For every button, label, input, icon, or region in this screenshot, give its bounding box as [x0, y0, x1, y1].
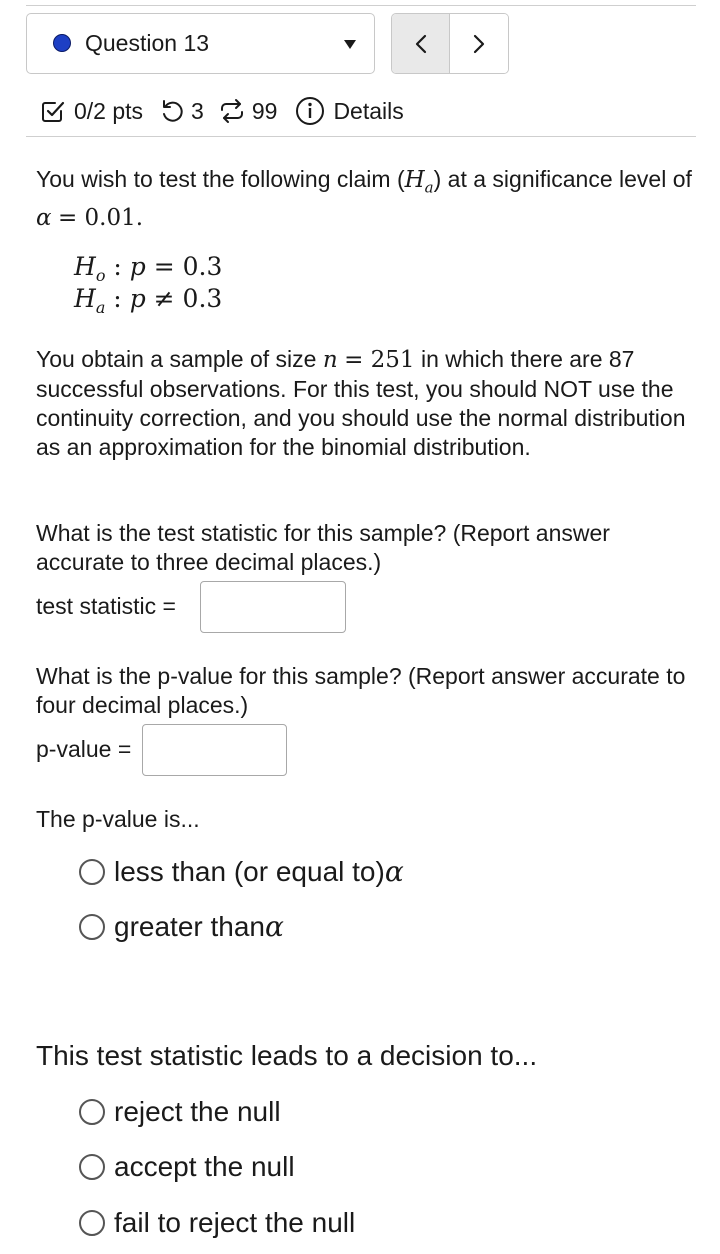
question-nav: [391, 13, 509, 74]
null-hypothesis: $H_o$ : p = 0.3: [74, 252, 223, 285]
chevron-left-icon: [414, 34, 428, 54]
test-statistic-question: What is the test statistic for this sample? (Report answer accurate to three decimal places.): [36, 520, 610, 575]
test-statistic-label: test statistic =: [36, 593, 176, 619]
retries-info: [159, 98, 204, 125]
p-value-compare-prompt: The p-value is...: [36, 806, 200, 832]
option-label: greater than: [114, 910, 265, 942]
score-info: [40, 98, 143, 125]
caret-down-icon: [344, 40, 356, 49]
p-value-label: p-value =: [36, 736, 132, 762]
claim-text-end: ) at a significance level of: [433, 166, 692, 192]
ha-symbol: $H_a$: [404, 167, 434, 197]
option-label: less than (or equal to): [114, 855, 385, 887]
alternative-hypothesis: $H_a$ : p ≠ 0.3: [74, 284, 223, 317]
ha-value: 0.3: [182, 284, 223, 313]
alpha-value: 0.01: [84, 204, 136, 231]
p-value-question: What is the p-value for this sample? (Report answer accurate to four decimal places.): [36, 663, 686, 718]
alpha-symbol: α: [384, 855, 404, 888]
option-reject-null[interactable]: [79, 1096, 281, 1128]
radio-button[interactable]: [79, 1154, 105, 1180]
retry-icon: [159, 98, 185, 124]
question-status-dot: [53, 34, 71, 52]
alpha-eq: =: [57, 204, 85, 231]
alpha-period: .: [135, 204, 144, 231]
radio-button[interactable]: [79, 1210, 105, 1236]
option-greater-than-alpha[interactable]: [79, 910, 284, 943]
info-icon: [295, 96, 325, 126]
option-accept-null[interactable]: [79, 1151, 295, 1183]
question-meta: [40, 94, 404, 128]
test-statistic-input[interactable]: [200, 581, 346, 633]
attempts-count: 99: [251, 97, 278, 124]
n-symbol: n: [322, 347, 338, 373]
sample-text-start: You obtain a sample of size: [36, 346, 323, 372]
alpha-symbol: α: [36, 204, 52, 231]
score-text: 0/2 pts: [74, 97, 144, 124]
details-label: Details: [333, 97, 404, 124]
previous-question-button[interactable]: [392, 14, 450, 73]
option-label: fail to reject the null: [114, 1207, 356, 1238]
sample-text-end: in which there are 87 successful observations. For this test, you should NOT use the continuity correction, and you should use the normal distribution as an approximation for the binomial distribution.: [36, 346, 686, 460]
meta-divider: [26, 136, 696, 137]
checkbox-icon: [40, 98, 66, 124]
sample-size: 251: [370, 347, 415, 373]
sample-paragraph: [36, 345, 696, 462]
claim-text-start: You wish to test the following claim (: [36, 166, 405, 192]
option-less-than-alpha[interactable]: [79, 855, 404, 888]
attempts-icon: [218, 98, 246, 124]
n-eq: =: [344, 347, 371, 373]
attempts-info: [218, 98, 278, 125]
alpha-symbol: α: [265, 910, 284, 943]
option-fail-to-reject-null[interactable]: [79, 1207, 355, 1239]
retries-count: 3: [191, 97, 204, 124]
top-divider: [26, 5, 696, 6]
option-label: reject the null: [114, 1096, 281, 1127]
radio-button[interactable]: [79, 859, 105, 885]
question-select[interactable]: [26, 13, 375, 74]
decision-prompt: This test statistic leads to a decision to...: [36, 1040, 538, 1071]
p-value-input[interactable]: [142, 724, 287, 776]
details-button[interactable]: [295, 96, 403, 126]
option-label: accept the null: [114, 1151, 295, 1182]
claim-paragraph: [36, 165, 696, 233]
chevron-right-icon: [472, 34, 486, 54]
question-select-label: Question 13: [85, 30, 210, 56]
radio-button[interactable]: [79, 914, 105, 940]
h0-value: 0.3: [182, 252, 223, 281]
radio-button[interactable]: [79, 1099, 105, 1125]
next-question-button[interactable]: [450, 14, 508, 73]
